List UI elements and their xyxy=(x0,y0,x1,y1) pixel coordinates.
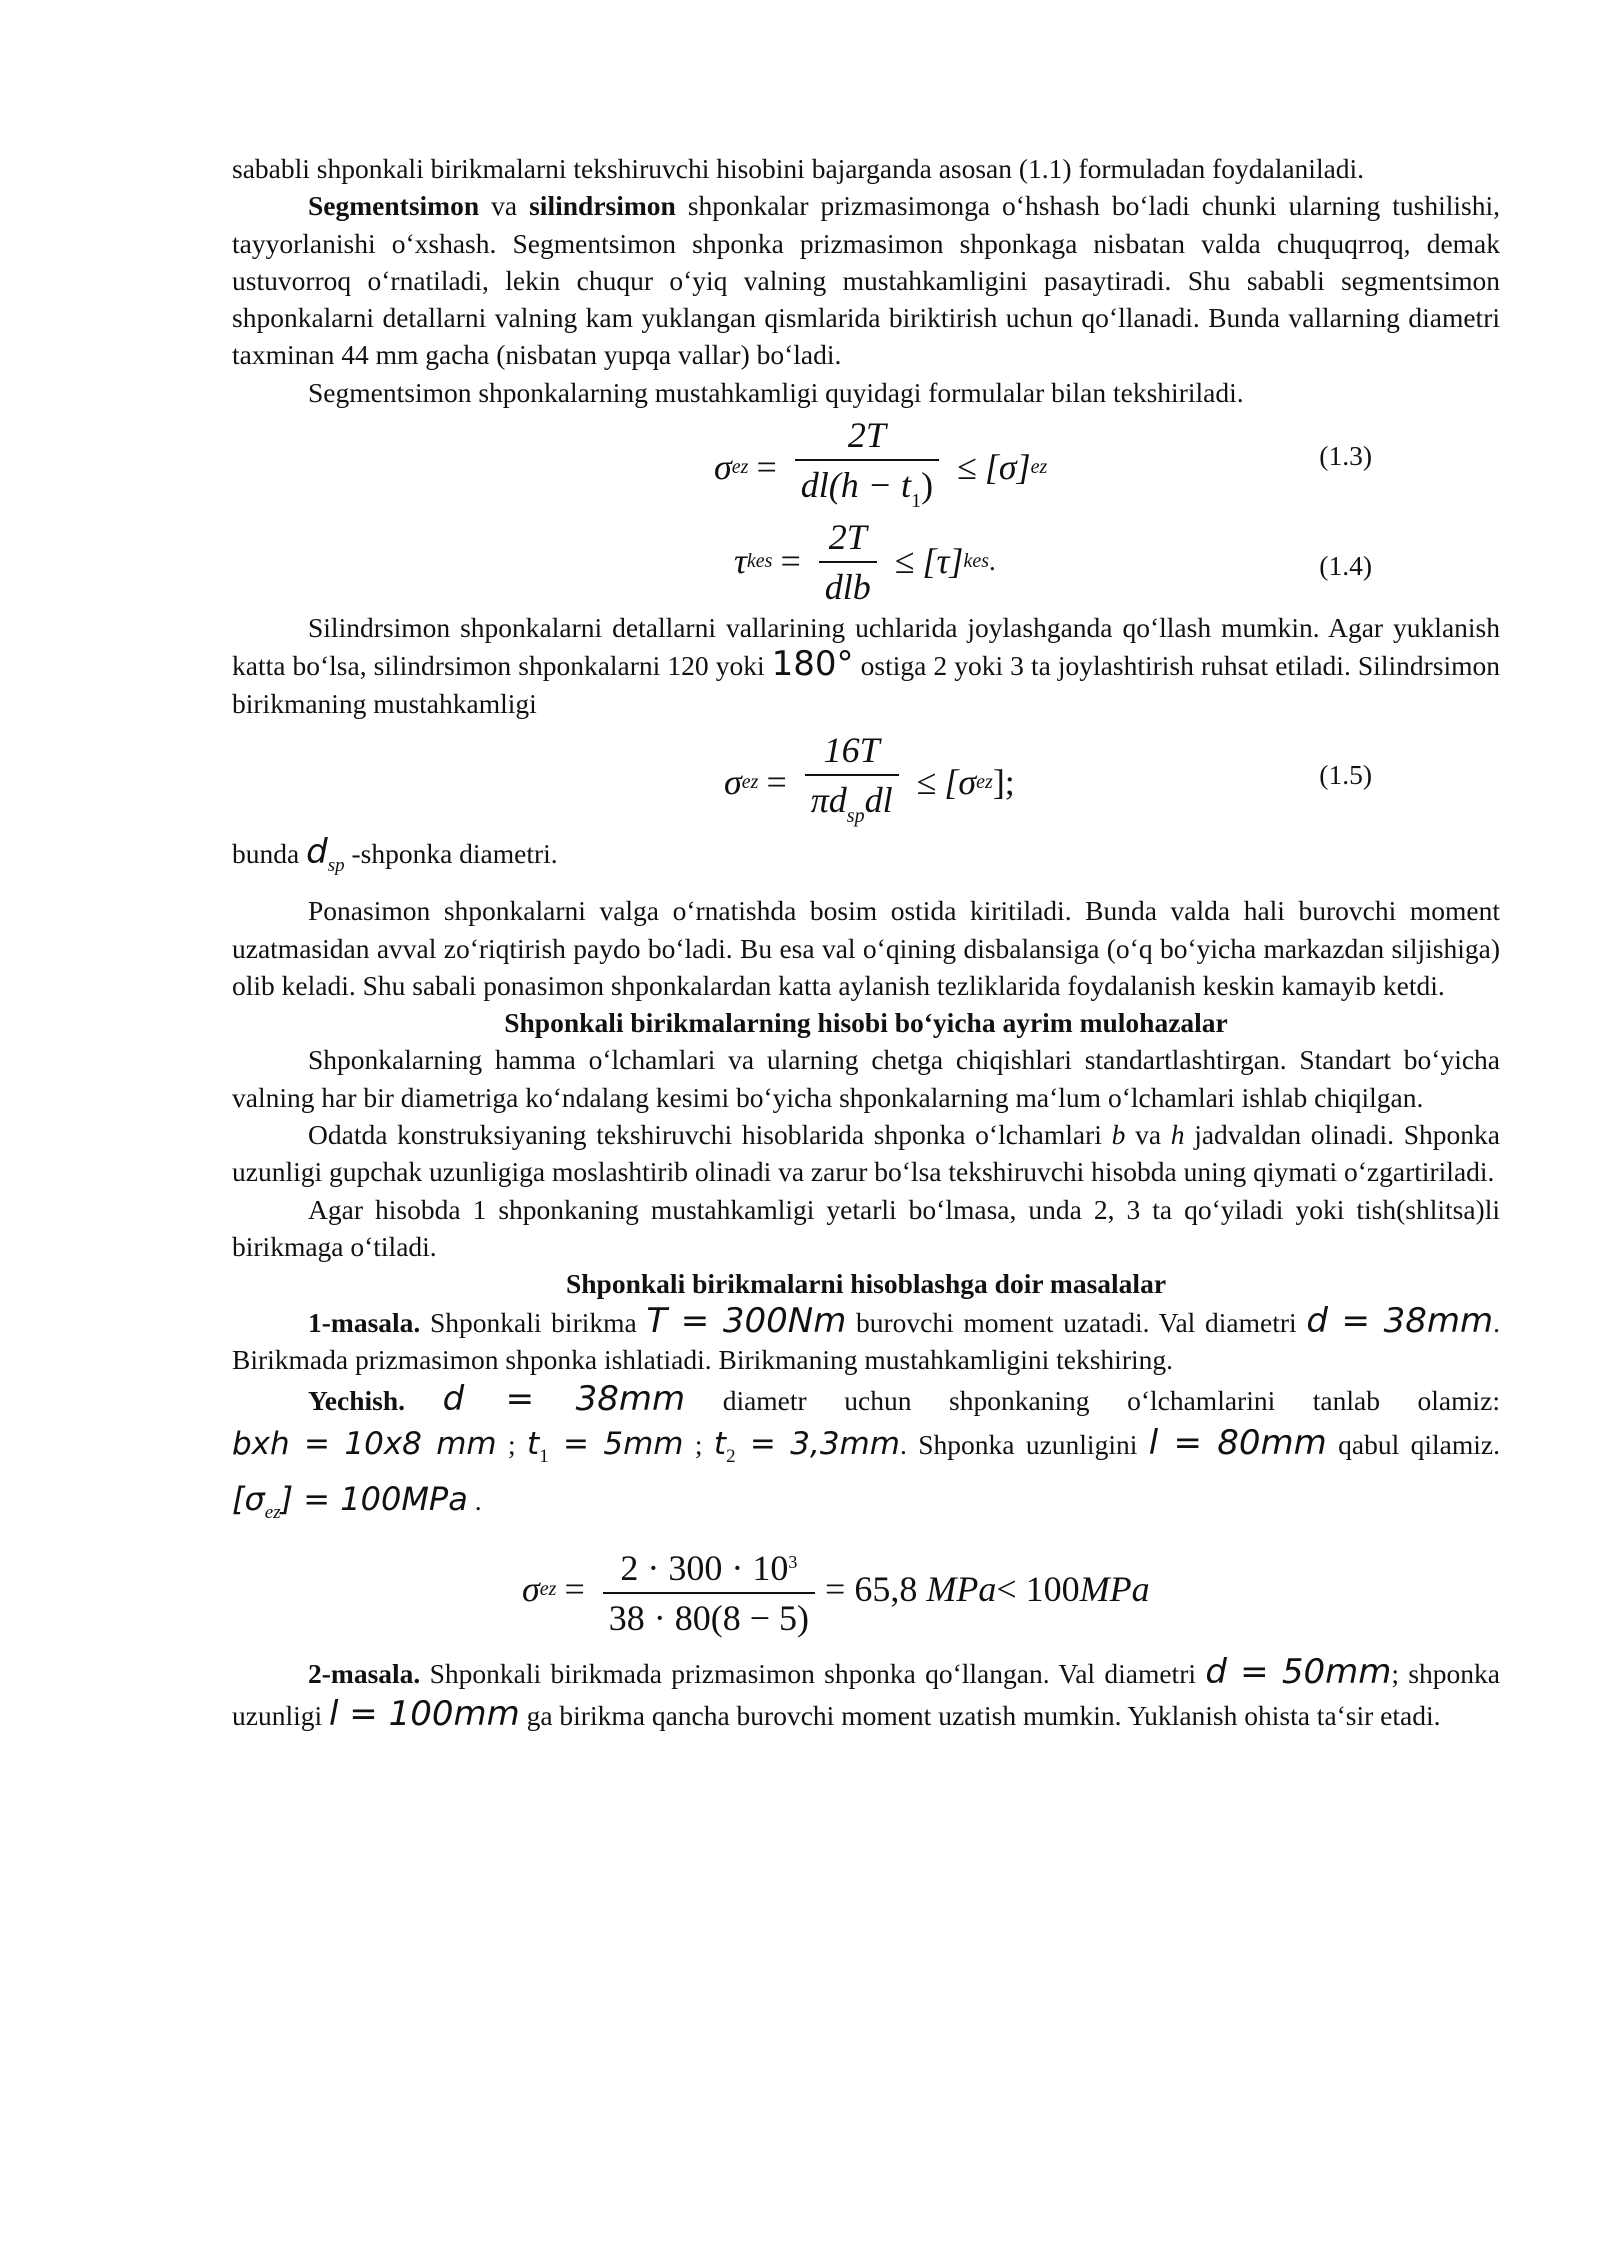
paragraph: Shponkalarning hamma o‘lchamlari va ularning chetga chiqishlari standartlashtirgan. Standart bo‘yicha valning har bir diametriga ko‘ndalang kesimi bo‘yicha shponkalarning ma‘lum o‘lchamlari ishlab chiqilgan. xyxy=(232,1044,1500,1113)
paragraph: bunda $d_{sp}$ -shponka diametri. xyxy=(232,831,558,876)
formula-1-3: σ ez = $\frac{2T}{dl(h - t_1)}$ ≤ [σ] ez (1.3) xyxy=(232,411,1500,515)
equation-number: (1.5) xyxy=(1319,758,1372,790)
paragraph: Segmentsimon va silindrsimon shponkalar prizmasimonga o‘hshash bo‘ladi chunki ularning tushilishi, tayyorlanishi o‘xshash. Segmentsimon shponka prizmasimon shponkaga nisbatan valda chuquqrroq, demak ustuvorroq o‘rnatiladi, lekin chuqur o‘yiq valning mustahkamligini pasaytiradi. Shu sababli segmentsimon shponkalarni detallarni valning kam yuklangan qismlarida biriktirish uchun qo‘llanadi. Bunda vallarning diametri taxminan 44 mm gacha (nisbatan yupqa vallar) bo‘ladi. xyxy=(232,190,1500,371)
paragraph: Segmentsimon shponkalarning mustahkamligi quyidagi formulalar bilan tekshiriladi. xyxy=(308,376,1244,408)
paragraph: sababli shponkali birikmalarni tekshiruvchi hisobini bajarganda asosan (1.1) formuladan foydalaniladi. xyxy=(232,153,1365,184)
formula-1-5: σ ez = $\frac{16T}{\pi d_{sp}dl}$ ≤ [σ ez ]; (1.5) xyxy=(232,722,1500,830)
document-page xyxy=(232,150,1500,1736)
problem-1: 1-masala. Shponkali birikma T = 300Nm burovchi moment uzatadi. Val diametri d = 38mm. Birikmada prizmasimon shponka ishlatiadi. Birikmaning mustahkamligini tekshiring. xyxy=(232,1300,1500,1375)
section-heading: Shponkali birikmalarni hisoblashga doir masalalar xyxy=(565,1268,1167,1300)
paragraph: Silindrsimon shponkalarni detallarni vallarining uchlarida joylashganda qo‘llash mumkin. Agar yuklanish katta bo‘lsa, silindrsimon shponkalarni 120 yoki 180° ostiga 2 yoki 3 ta joylashtirish ruhsat etiladi. Silindrsimon birikmaning mustahkamligi xyxy=(232,612,1500,719)
problem-2: 2-masala. Shponkali birikmada prizmasimon shponka qo‘llangan. Val diametri d = 50mm; shponka uzunligi l = 100mm ga birikma qancha burovchi moment uzatish mumkin. Yuklanish ohista ta‘sir etadi. xyxy=(232,1652,1500,1735)
solution: Yechish. d = 38mm diametr uchun shponkaning o‘lchamlarini tanlab olamiz: bxh = 10x8 mm ; $t_1 = 5mm$ ; $t_2 = 3,3mm$. Shponka uzunligini l = 80mm qabul qilamiz. $[\sigma_{ez}] = 100MPa$ . xyxy=(232,1379,1500,1524)
equation-number: (1.3) xyxy=(1319,440,1372,472)
equation-number: (1.4) xyxy=(1319,550,1372,582)
paragraph: Odatda konstruksiyaning tekshiruvchi hisoblarida shponka o‘lchamlari b va h jadvaldan olinadi. Shponka uzunligi gupchak uzunligiga moslashtirib olinadi va zarur bo‘lsa tekshiruvchi hisobda uning qiymati o‘zgartiriladi. xyxy=(232,1119,1500,1188)
paragraph: Ponasimon shponkalarni valga o‘rnatishda bosim ostida kiritiladi. Bunda valda hali burovchi moment uzatmasidan avval zo‘riqtirish paydo bo‘ladi. Bu esa val o‘qining disbalansiga (o‘q bo‘yicha markazdan siljishiga) olib keladi. Shu sabali ponasimon shponkalardan katta aylanish tezliklarida foydalanish keskin kamayib ketdi. xyxy=(232,895,1500,1001)
paragraph: Agar hisobda 1 shponkaning mustahkamligi yetarli bo‘lmasa, unda 2, 3 ta qo‘yiladi yoki tish(shlitsa)li birikmaga o‘tiladi. xyxy=(232,1193,1500,1262)
section-heading: Shponkali birikmalarning hisobi bo‘yicha ayrim mulohazalar xyxy=(504,1007,1228,1039)
formula-calculation: σ ez = $\frac{2 \cdot 300 \cdot 10^3}{38 \cdot 80(8 - 5)}$ = 65,8 MPa < 100 MPa xyxy=(522,1548,1150,1639)
formula-1-4: τ kes = $\frac{2T}{\text{dlb}}$ ≤ [τ] kes . (1.4) xyxy=(734,517,1372,608)
